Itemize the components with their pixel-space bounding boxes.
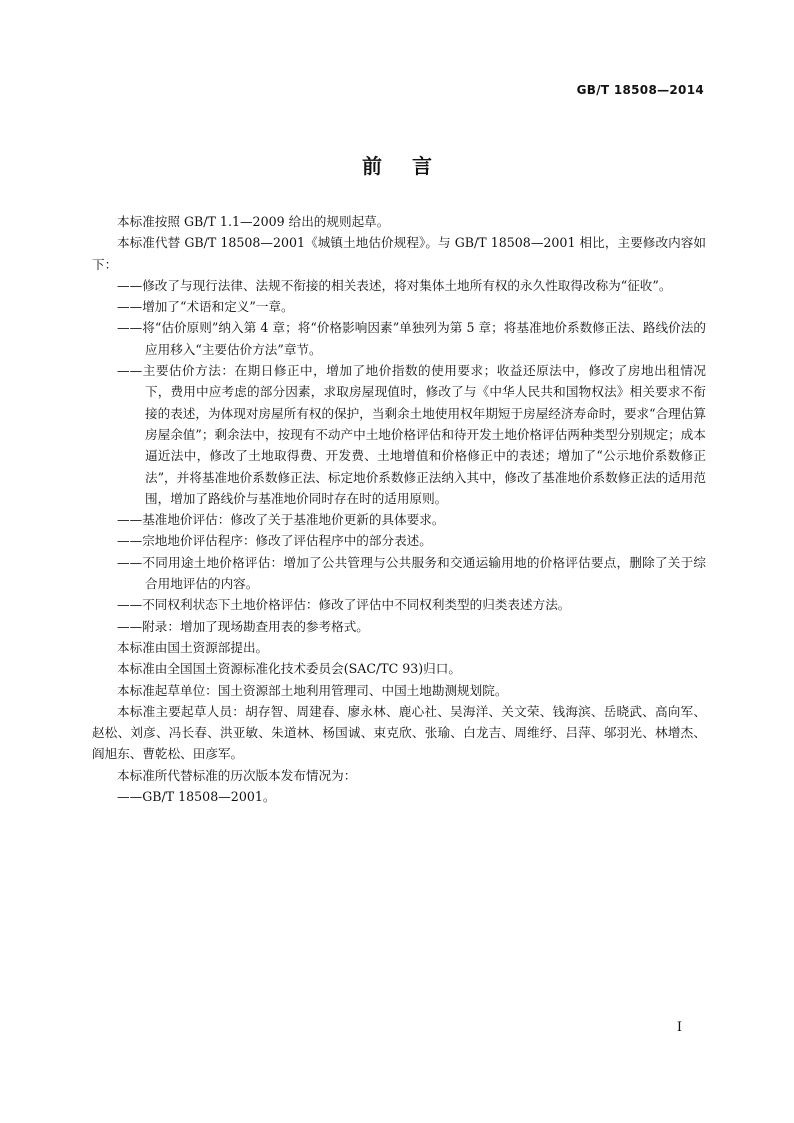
history-item: ——GB/T 18508—2001。 <box>117 789 276 805</box>
paragraph: 本标准代替 GB/T 18508—2001《城镇土地估价规程》。与 GB/T 18508—2001 相比，主要修改内容如下： <box>92 235 706 272</box>
paragraph: 本标准由国土资源部提出。 <box>117 639 269 655</box>
change-item: ——将“估价原则”纳入第 4 章；将“价格影响因素”单独列为第 5 章；将基准地价系数修正法、路线价法的应用移入“主要估价方法”章节。 <box>117 320 706 357</box>
paragraph: 本标准按照 GB/T 1.1—2009 给出的规则起草。 <box>117 214 390 229</box>
document-code: GB/T 18508—2014 <box>576 83 704 97</box>
page-number: I <box>676 1020 682 1035</box>
foreword-body <box>92 211 706 807</box>
paragraph: 本标准主要起草人员：胡存智、周建春、廖永林、鹿心社、吴海洋、关文荣、钱海滨、岳晓武、高向军、赵松、刘彦、冯长春、洪亚敏、朱道林、杨国诚、束克欣、张瑜、白龙吉、周维纾、吕萍、邬羽光、林增杰、阎旭东、曹乾松、田彦军。 <box>92 703 706 762</box>
change-item: ——主要估价方法：在期日修正中，增加了地价指数的使用要求；收益还原法中，修改了房地出租情况下，费用中应考虑的部分因素，求取房屋现值时，修改了与《中华人民共和国物权法》相关要求不衔接的表述，为体现对房屋所有权的保护，当剩余土地使用权年期短于房屋经济寿命时，要求“合理估算房屋余值”；剩余法中，按现有不动产中土地价格评估和待开发土地价格评估两种类型分别规定；成本逼近法中，修改了土地取得费、开发费、土地增值和价格修正中的表述；增加了“公示地价系数修正法”，并将基准地价系数修正法、标定地价系数修正法纳入其中，修改了基准地价系数修正法的适用范围，增加了路线价与基准地价同时存在时的适用原则。 <box>117 363 706 506</box>
paragraph: 本标准所代替标准的历次版本发布情况为： <box>117 767 357 783</box>
change-item: ——不同权利状态下土地价格评估：修改了评估中不同权利类型的归类表述方法。 <box>117 597 571 613</box>
change-item: ——修改了与现行法律、法规不衔接的相关表述，将对集体土地所有权的永久性取得改称为“征收”。 <box>117 277 672 293</box>
change-item: ——基准地价评估：修改了关于基准地价更新的具体要求。 <box>117 512 445 528</box>
change-item: ——宗地地价评估程序：修改了评估程序中的部分表述。 <box>117 533 432 549</box>
paragraph: 本标准由全国国土资源标准化技术委员会(SAC/TC 93)归口。 <box>117 661 461 677</box>
change-item: ——增加了“术语和定义”一章。 <box>117 299 294 315</box>
change-item: ——不同用途土地价格评估：增加了公共管理与公共服务和交通运输用地的价格评估要点，删除了关于综合用地评估的内容。 <box>117 554 706 592</box>
paragraph: 本标准起草单位：国土资源部土地利用管理司、中国土地勘测规划院。 <box>117 682 508 698</box>
page-title: 前言 <box>362 154 462 178</box>
change-item: ——附录：增加了现场勘查用表的参考格式。 <box>117 618 369 634</box>
